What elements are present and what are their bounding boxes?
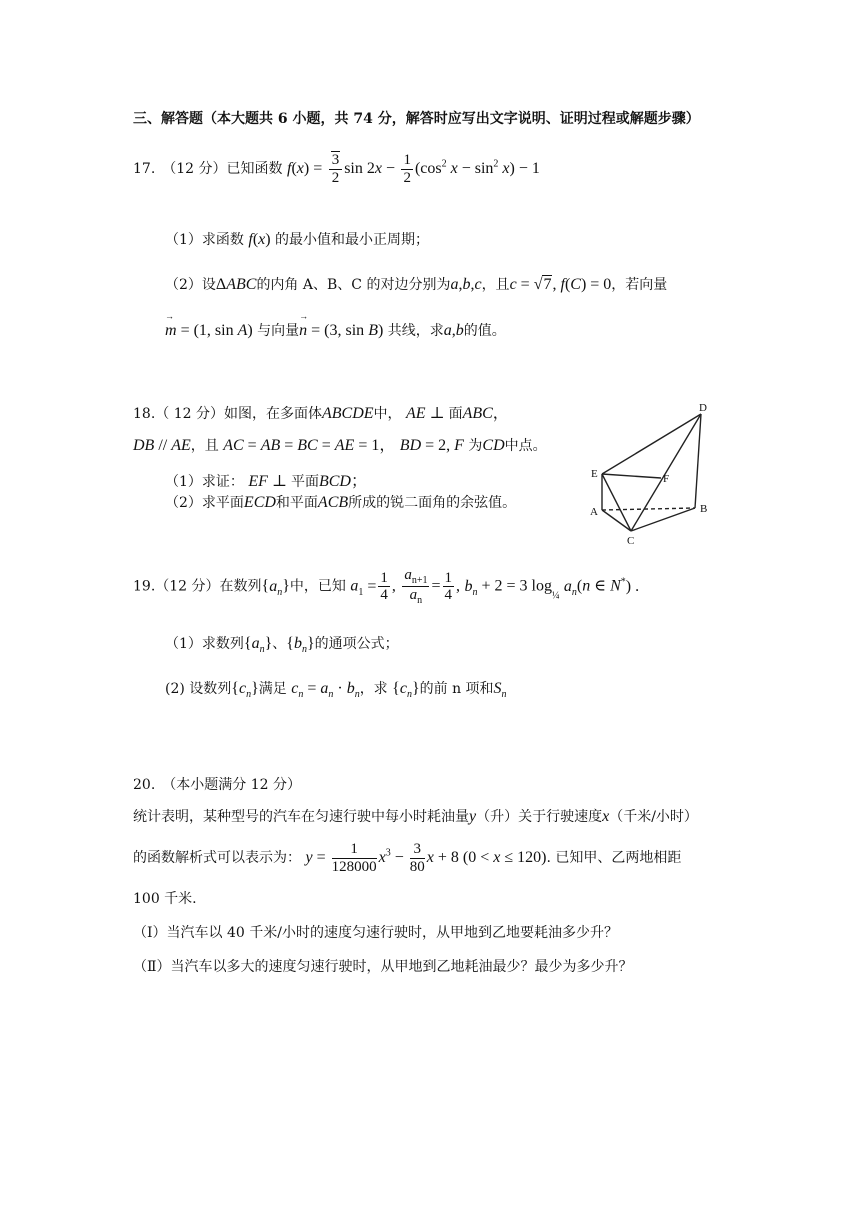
label-B: B [700,503,708,515]
q19-part2: (2) 设数列$\{c_n\}$满足 $c_n = a_n \cdot b_n$，求 $\{c_n\}$的前 n 项和$S_n$ [165,680,507,701]
q18-head-line: 18.（ 12 分）如图，在多面体ABCDE中， AE ⊥ 面ABC， [133,405,509,422]
edge-ED [602,414,701,474]
q17-part2-line2: → m = (1, sin A) 与向量→ n = (3, sin B) 共线，求a,b的值。 [165,320,506,340]
q18-part2-a: （2）求平面 [165,495,244,511]
edge-AB-hidden [602,508,695,510]
q18-head: 18.（ 12 分）如图，在多面体 [133,406,322,422]
edge-EC [602,474,631,531]
q17-part2-text-d: ，若向量 [611,277,668,293]
q18-line2-c: 中点。 [504,438,547,454]
q18-part2-b: 和平面 [275,495,318,511]
q20-line1-b: （升）关于行驶速度 [476,809,603,825]
q20-line1: 统计表明，某种型号的汽车在匀速行驶中每小时耗油量y（升）关于行驶速度x（千米/小时） [133,808,698,825]
q18-head-b: 中， [373,406,402,422]
q19-part1-c: 的通项公式； [314,636,399,652]
q20-line3: 100 千米. [133,891,197,907]
q17-part2-text-f: 共线，求 [387,323,444,339]
q20-part2: （Ⅱ）当汽车以多大的速度匀速行驶时，从甲地到乙地耗油最少？最少为多少升？ [133,959,633,975]
question-17: 17. （12 分）已知函数 f(x) = $\frac{3}{2}$ sin 2x − $\frac{1}{2}$ ($\cos^2$ $x - \sin^2 x) - 1$ [133,152,540,186]
label-F: F [663,473,670,485]
q18-part2-c: 所成的锐二面角的余弦值。 [348,495,517,511]
q17-function-formula: f [286,160,292,177]
label-A: A [590,506,598,518]
q19-head-line: 19.（12 分）在数列$\{a_n\}$中，已知 $a_1$ = $\frac{1}{4}$ , $\frac{a_{n+1}}{a_n}$ = $\frac{1}{4}$ , $b_n + 2 = 3$ $\log_{\frac{1}{4}} a_n(n$ ∈ N*) . [133,567,640,606]
q19-head: 19.（12 分）在数列 [133,578,262,595]
q20-line1-c: （千米/小时） [609,809,698,825]
label-C: C [627,535,635,547]
q19-head-b: 中，已知 [289,578,346,595]
q17-part2-text-c: ，且 [481,277,510,293]
q17-part2: （2）设ΔABC的内角 A、B、C 的对边分别为a,b,c，且c = √7, f(C) = 0，若向量 [165,276,668,293]
q19-part1-b: 、 [272,636,287,652]
q17-part1-text-b: 的最小值和最小正周期； [275,232,430,248]
q18-head-c: 面 [448,406,463,422]
q20-line2-b: . 已知甲、乙两地相距 [546,850,682,866]
q19-part2-d: 的前 n 项和 [419,681,494,697]
q19-part1: （1）求数列$\{a_n\}$、$\{b_n\}$的通项公式； [165,635,399,656]
q17-part1: （1）求函数 f(x) 的最小值和最小正周期； [165,231,430,248]
label-D: D [699,402,707,414]
q20-line2-a: 的函数解析式可以表示为： [133,850,301,866]
q17-part2-text-a: （2）设 [165,277,216,293]
edge-AC [602,510,631,531]
q20-line1-a: 统计表明，某种型号的汽车在匀速行驶中每小时耗油量 [133,809,469,825]
q17-part1-text-a: （1）求函数 [165,232,244,248]
label-E: E [591,468,598,480]
edge-DB [695,414,701,508]
q19-part2-b: 满足 [258,681,287,697]
q18-part1: （1）求证： EF ⊥ 平面BCD； [165,473,367,490]
q19-part2-a: (2) 设数列 [165,681,232,697]
edge-CB [631,508,695,531]
q17-part2-text-g: 的值。 [463,323,506,339]
q18-part2: （2）求平面ECD和平面ACB所成的锐二面角的余弦值。 [165,494,517,511]
q17-head: 17. （12 分）已知函数 [133,161,283,177]
q18-part1-a: （1）求证： [165,474,244,490]
edge-EF [602,474,661,478]
q17-part2-text-b: 的内角 A、B、C 的对边分别为 [256,277,451,293]
q17-part2-text-e: 与向量 [257,323,300,339]
q20-head: 20. （本小题满分 12 分） [133,777,301,793]
q18-line2: DB // AE，且 AC = AB = BC = AE = 1， BD = 2, F 为CD中点。 [133,437,547,454]
q18-line2-a: ，且 [190,438,219,454]
q19-part1-a: （1）求数列 [165,636,244,652]
q20-line2: 的函数解析式可以表示为： y = $\frac{1}{128000}$ $x^3$ − $\frac{3}{80}$ x + 8 (0 < x ≤ 120). 已知甲、乙两地相距 [133,841,682,875]
section-title: 三、解答题（本大题共 6 小题，共 74 分，解答时应写出文字说明、证明过程或解题步骤） [133,111,700,127]
q19-part2-c: ，求 [359,681,388,697]
q18-part1-b: 平面 [290,474,319,490]
polyhedron-figure [585,398,725,548]
q20-part1: （Ⅰ）当汽车以 40 千米/小时的速度匀速行驶时，从甲地到乙地要耗油多少升？ [133,925,618,941]
q18-line2-b: 为 [468,438,483,454]
